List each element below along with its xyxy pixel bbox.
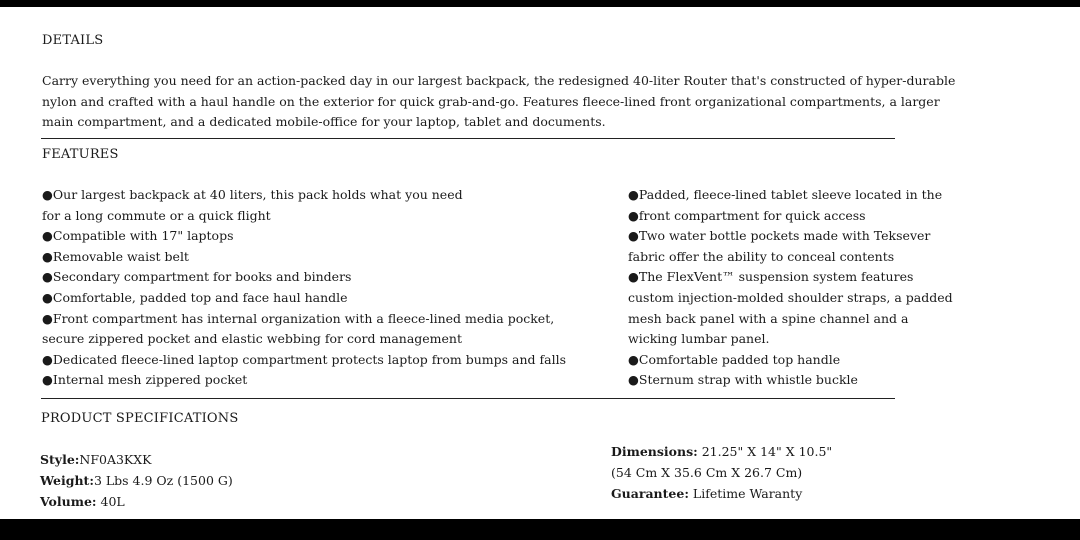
spec-guarantee [611, 484, 802, 505]
feature-item: ●Removable waist belt [42, 248, 189, 264]
feature-item: ●Comfortable, padded top and face haul handle [42, 289, 348, 305]
spec-value: Lifetime Waranty [688, 486, 803, 501]
top-border [0, 0, 1080, 7]
feature-item: ●Padded, fleece-lined tablet sleeve located in the [628, 187, 943, 202]
feature-item: ●Secondary compartment for books and binders [42, 269, 352, 285]
feature-item: ●Our largest backpack at 40 liters, this pack holds what you need [42, 187, 463, 202]
spec-label: Dimensions: [611, 444, 698, 459]
feature-item: fabric offer the ability to conceal contents [628, 248, 895, 264]
divider [41, 138, 895, 139]
feature-item: wicking lumbar panel. [628, 331, 770, 347]
specs-heading: PRODUCT SPECIFICATIONS [41, 411, 239, 426]
details-paragraph [42, 71, 962, 133]
spec-style [40, 450, 152, 471]
details-line: Carry everything you need for an action-packed day in our largest backpack, the redesigned 40-liter Router that's constructed of hyper-durable [42, 73, 956, 88]
feature-item: ●Front compartment has internal organization with a fleece-lined media pocket, [42, 310, 555, 326]
feature-item: ●Two water bottle pockets made with Teksever [628, 228, 931, 244]
bottom-border [0, 519, 1080, 540]
feature-item: ●front compartment for quick access [628, 207, 866, 223]
divider [41, 398, 895, 399]
details-line: main compartment, and a dedicated mobile-office for your laptop, tablet and documents. [42, 114, 606, 130]
feature-item: ●Comfortable padded top handle [628, 351, 841, 367]
spec-value: 3 Lbs 4.9 Oz (1500 G) [93, 473, 233, 488]
feature-item: ●Sternum strap with whistle buckle [628, 372, 858, 388]
spec-dimensions-metric: (54 Cm X 35.6 Cm X 26.7 Cm) [611, 465, 803, 480]
feature-item: for a long commute or a quick flight [42, 207, 271, 223]
features-left-list [42, 185, 566, 391]
spec-label: Guarantee: [611, 486, 689, 501]
spec-label: Style: [40, 452, 80, 467]
feature-item: ●Dedicated fleece-lined laptop compartment protects laptop from bumps and falls [42, 351, 566, 367]
feature-item: ●The FlexVent™ suspension system features [628, 269, 914, 285]
spec-label: Volume: [40, 494, 97, 509]
features-heading: FEATURES [42, 147, 119, 162]
spec-value: NF0A3KXK [79, 452, 152, 467]
spec-dimensions [611, 442, 832, 463]
feature-item: custom injection-molded shoulder straps, a padded [628, 289, 953, 305]
details-line: nylon and crafted with a haul handle on the exterior for quick grab-and-go. Features fleece-lined front organizational compartments, a larger [42, 93, 940, 109]
details-heading: DETAILS [42, 33, 104, 48]
feature-item: ●Internal mesh zippered pocket [42, 372, 248, 388]
spec-label: Weight: [40, 473, 94, 488]
feature-item: ●Compatible with 17" laptops [42, 228, 234, 244]
spec-value: 40L [96, 494, 125, 509]
spec-volume [40, 492, 125, 513]
features-right-list [628, 185, 953, 391]
feature-item: mesh back panel with a spine channel and a [628, 310, 909, 326]
spec-weight [40, 471, 233, 492]
feature-item: secure zippered pocket and elastic webbing for cord management [42, 331, 463, 347]
spec-value: 21.25" X 14" X 10.5" [697, 444, 833, 459]
